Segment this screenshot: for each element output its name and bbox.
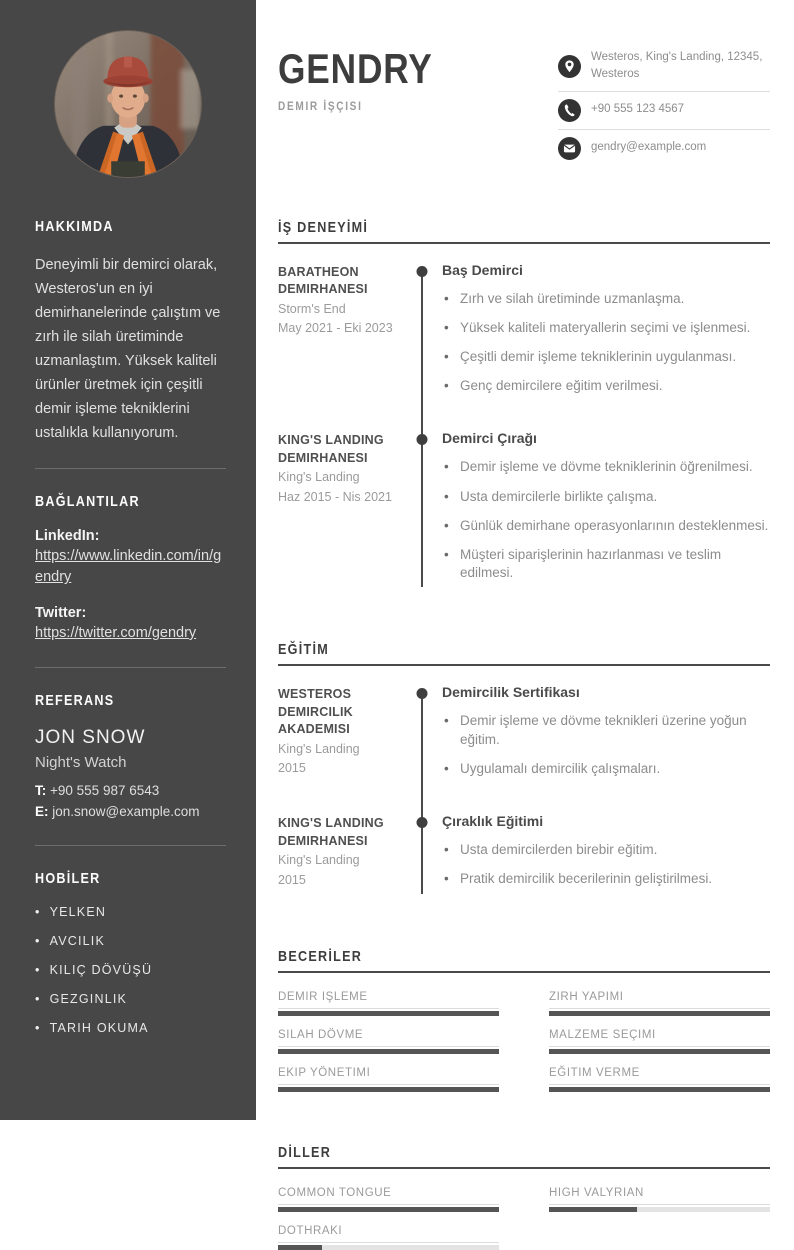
role-bullets — [442, 458, 770, 582]
link-item-twitter — [35, 605, 226, 645]
contact-email: gendry@example.com — [591, 141, 707, 154]
company-dates: Haz 2015 - Nis 2021 — [278, 489, 392, 504]
languages-heading: DİLLER — [278, 1143, 332, 1161]
bullet: • Genç demircilere eğitim verilmesi. — [442, 377, 770, 395]
experience-entry-info — [278, 430, 406, 597]
reference-heading: REFERANS — [35, 691, 115, 709]
contact-row-email — [558, 130, 770, 167]
skills-grid — [278, 991, 770, 1092]
email-icon — [558, 137, 581, 160]
timeline — [406, 430, 438, 597]
language-label: COMMON TONGUE — [278, 1187, 499, 1205]
timeline — [406, 813, 438, 903]
company-dates: May 2021 - Eki 2023 — [278, 321, 393, 335]
bullet: • Zırh ve silah üretiminde uzmanlaşma. — [442, 290, 770, 308]
language-bar — [278, 1245, 499, 1250]
hobby-list — [35, 905, 226, 1035]
education-entry — [278, 813, 770, 903]
role-bullets — [442, 290, 770, 396]
skill-bar-fill — [278, 1087, 499, 1092]
sidebar-section-reference — [0, 692, 256, 823]
person-name: GENDRY — [278, 45, 433, 92]
sidebar — [0, 0, 256, 1120]
skill-label: SILAH DÖVME — [278, 1029, 499, 1047]
bullet: • Usta demircilerden birebir eğitim. — [442, 841, 770, 859]
language-item — [278, 1225, 499, 1250]
hobby-item: • TARIH OKUMA — [35, 1021, 226, 1035]
reference-email — [35, 802, 226, 823]
experience-entry-content — [438, 262, 770, 431]
bullet: • Günlük demirhane operasyonlarının desteklenmesi. — [442, 517, 770, 535]
bullet: • Usta demircilerle birlikte çalışma. — [442, 488, 770, 506]
school-location: King's Landing — [278, 741, 360, 756]
degree-title: Çıraklık Eğitimi — [442, 813, 544, 830]
hobby-item: • YELKEN — [35, 905, 226, 919]
bullet: • Yüksek kaliteli materyallerin seçimi ve işlenmesi. — [442, 319, 770, 337]
email-value: jon.snow@example.com — [52, 803, 200, 819]
section-education — [278, 641, 770, 903]
contact-row-address — [558, 42, 770, 92]
sidebar-divider — [35, 667, 226, 668]
languages-heading-rule — [278, 1144, 770, 1169]
skill-bar — [278, 1087, 499, 1092]
language-label: DOTHRAKI — [278, 1225, 499, 1243]
education-entry-info — [278, 813, 406, 903]
timeline-dot — [417, 688, 428, 699]
sidebar-divider — [35, 468, 226, 469]
company-name: BARATHEON DEMIRHANESI — [278, 264, 368, 296]
avatar-illustration — [54, 30, 202, 178]
contact-address: Westeros, King's Landing, 12345, Westeros — [591, 51, 763, 81]
skill-item — [549, 1067, 770, 1092]
language-item — [549, 1187, 770, 1212]
bullet: • Çeşitli demir işleme tekniklerinin uygulanması. — [442, 348, 770, 366]
sidebar-divider — [35, 845, 226, 846]
hobby-item: • GEZGINLIK — [35, 992, 226, 1006]
degree-bullets — [442, 712, 770, 778]
languages-grid — [278, 1187, 770, 1250]
experience-entry — [278, 262, 770, 431]
company-location: Storm's End — [278, 301, 346, 316]
school-dates: 2015 — [278, 872, 306, 887]
reference-org: Night's Watch — [35, 753, 127, 771]
education-entry-content — [438, 813, 770, 903]
timeline-dot — [417, 266, 428, 277]
timeline-dot — [417, 434, 428, 445]
language-bar — [549, 1207, 770, 1212]
name-block — [278, 28, 462, 167]
skill-bar-fill — [549, 1049, 770, 1054]
contact-row-phone — [558, 92, 770, 130]
experience-heading-rule — [278, 219, 770, 244]
link-item-linkedin — [35, 528, 226, 590]
linkedin-link[interactable]: https://www.linkedin.com/in/gendry — [35, 547, 222, 586]
skill-bar — [549, 1011, 770, 1016]
timeline — [406, 262, 438, 431]
experience-entry-info — [278, 262, 406, 431]
language-bar-fill — [278, 1207, 499, 1212]
skill-item — [278, 991, 499, 1016]
main-content — [256, 0, 794, 1237]
school-name: WESTEROS DEMIRCILIK AKADEMISI — [278, 687, 353, 737]
language-label: HIGH VALYRIAN — [549, 1187, 770, 1205]
language-bar — [278, 1207, 499, 1212]
skill-label: MALZEME SEÇIMI — [549, 1029, 770, 1047]
section-skills — [278, 948, 770, 1092]
skill-bar — [278, 1011, 499, 1016]
education-entry-content — [438, 684, 770, 813]
header — [278, 28, 770, 167]
job-title: DEMIR İŞÇISI — [278, 99, 363, 113]
timeline — [406, 684, 438, 813]
education-entry — [278, 684, 770, 813]
phone-label: T: — [35, 782, 47, 798]
language-bar-fill — [549, 1207, 637, 1212]
twitter-label: Twitter: — [35, 605, 87, 621]
bullet: • Müşteri siparişlerinin hazırlanması ve teslim edilmesi. — [442, 546, 770, 582]
experience-entry — [278, 430, 770, 597]
about-heading: HAKKIMDA — [35, 218, 114, 235]
sidebar-section-links — [0, 493, 256, 645]
education-heading: EĞİTİM — [278, 641, 329, 659]
skills-heading-rule — [278, 948, 770, 973]
reference-phone — [35, 781, 226, 802]
school-dates: 2015 — [278, 761, 306, 776]
degree-bullets — [442, 841, 770, 888]
bullet: • Pratik demircilik becerilerinin geliştirilmesi. — [442, 870, 770, 888]
education-entry-info — [278, 684, 406, 813]
skill-bar — [549, 1049, 770, 1054]
skills-heading: BECERİLER — [278, 947, 363, 965]
contact-block — [558, 28, 770, 167]
skill-label: DEMIR IŞLEME — [278, 991, 499, 1009]
skill-bar — [278, 1049, 499, 1054]
role-title: Demirci Çırağı — [442, 430, 537, 447]
skill-bar-fill — [549, 1011, 770, 1016]
phone-value: +90 555 987 6543 — [50, 782, 160, 798]
experience-entry-content — [438, 430, 770, 597]
role-title: Baş Demirci — [442, 261, 523, 278]
bullet: • Demir işleme ve dövme tekniklerinin öğrenilmesi. — [442, 458, 770, 476]
linkedin-label: LinkedIn: — [35, 527, 100, 544]
skill-label: EĞITIM VERME — [549, 1067, 770, 1085]
company-name: KING'S LANDING DEMIRHANESI — [278, 433, 384, 465]
about-text: Deneyimli bir demirci olarak, Westeros'un en iyi demirhanelerinde çalıştım ve zırh ile silah üretiminde uzmanlaştım. Yüksek kaliteli ürünler üretmek için çeşitli demir işleme tekniklerini ustalıkla kullanıyorum. — [35, 257, 221, 442]
reference-name: JON SNOW — [35, 726, 146, 748]
language-item — [278, 1187, 499, 1212]
timeline-dot — [417, 817, 428, 828]
email-label: E: — [35, 803, 49, 819]
language-bar-fill — [278, 1245, 322, 1250]
skill-bar-fill — [278, 1049, 499, 1054]
twitter-link[interactable]: https://twitter.com/gendry — [35, 625, 197, 641]
bullet: • Demir işleme ve dövme teknikleri üzerine yoğun eğitim. — [442, 712, 770, 748]
skill-label: EKIP YÖNETIMI — [278, 1067, 499, 1085]
skill-item — [278, 1029, 499, 1054]
hobby-item: • KILIÇ DÖVÜŞÜ — [35, 963, 226, 977]
sidebar-section-hobbies — [0, 870, 256, 1035]
skill-item — [549, 991, 770, 1016]
location-pin-icon — [558, 55, 581, 78]
education-heading-rule — [278, 641, 770, 666]
skill-bar — [549, 1087, 770, 1092]
profile-photo — [54, 30, 202, 178]
section-languages — [278, 1144, 770, 1250]
skill-bar-fill — [549, 1087, 770, 1092]
school-name: KING'S LANDING DEMIRHANESI — [278, 816, 384, 848]
hobby-item: • AVCILIK — [35, 934, 226, 948]
skill-label: ZIRH YAPIMI — [549, 991, 770, 1009]
sidebar-section-about — [0, 218, 256, 446]
links-heading: BAĞLANTILAR — [35, 492, 140, 510]
hobbies-heading: HOBİLER — [35, 869, 101, 887]
phone-icon — [558, 99, 581, 122]
contact-phone: +90 555 123 4567 — [591, 103, 685, 116]
school-location: King's Landing — [278, 853, 360, 868]
section-experience — [278, 219, 770, 598]
company-location: King's Landing — [278, 470, 360, 485]
experience-heading: İŞ DENEYİMİ — [278, 218, 369, 236]
skill-item — [549, 1029, 770, 1054]
skill-bar-fill — [278, 1011, 499, 1016]
degree-title: Demircilik Sertifikası — [442, 684, 580, 701]
bullet: • Uygulamalı demircilik çalışmaları. — [442, 760, 770, 778]
skill-item — [278, 1067, 499, 1092]
